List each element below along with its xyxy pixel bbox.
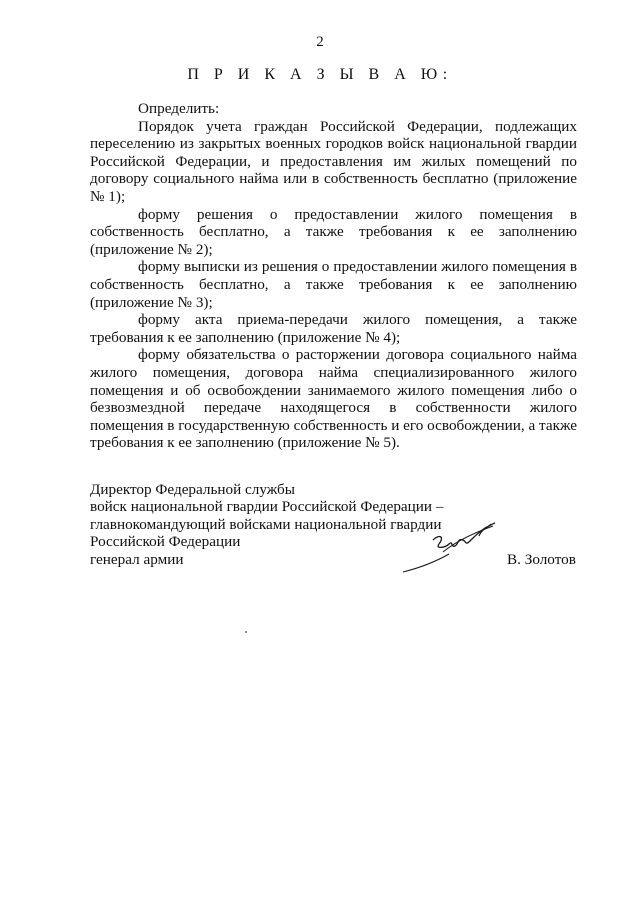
paragraph-appendix-3: форму выписки из решения о предоставлении жилого помещения в собственность бесплатно, а также требования к ее заполнению (приложение № 3);	[90, 258, 577, 311]
signatory-title-line: главнокомандующий войсками национальной гвардии	[90, 515, 442, 533]
paragraph-appendix-1: Порядок учета граждан Российской Федерации, подлежащих переселению из закрытых военных городков войск национальной гвардии Российской Федерации, и предоставления им жилых помещений по договору социального найма или в собственность бесплатно (приложение № 1);	[90, 117, 577, 205]
order-body	[90, 100, 577, 452]
signatory-title-line: войск национальной гвардии Российской Федерации –	[90, 498, 444, 516]
paragraph-appendix-2: форму решения о предоставлении жилого помещения в собственность бесплатно, а также требования к ее заполнению (приложение № 2);	[90, 205, 577, 258]
page-number: 2	[316, 34, 324, 50]
scan-speck	[245, 631, 247, 633]
signer-name: В. Золотов	[507, 551, 576, 568]
paragraph-appendix-5: форму обязательства о расторжении договора социального найма жилого помещения, договора найма специализированного жилого помещения и об освобождении занимаемого жилого помещения либо о безвозмездной передаче находящегося в собственности жилого помещения в государственную собственность и его освобождении, а также требования к ее заполнению (приложение № 5).	[90, 346, 577, 452]
lead-line: Определить:	[138, 100, 220, 117]
handwritten-signature	[395, 518, 505, 576]
signatory-title-line: генерал армии	[90, 550, 184, 568]
signatory-title-line: Российской Федерации	[90, 533, 241, 551]
paragraph-appendix-4: форму акта приема-передачи жилого помещения, а также требования к ее заполнению (приложение № 4);	[90, 311, 577, 346]
signatory-title-line: Директор Федеральной службы	[90, 481, 295, 498]
order-heading: П Р И К А З Ы В А Ю:	[187, 66, 453, 83]
